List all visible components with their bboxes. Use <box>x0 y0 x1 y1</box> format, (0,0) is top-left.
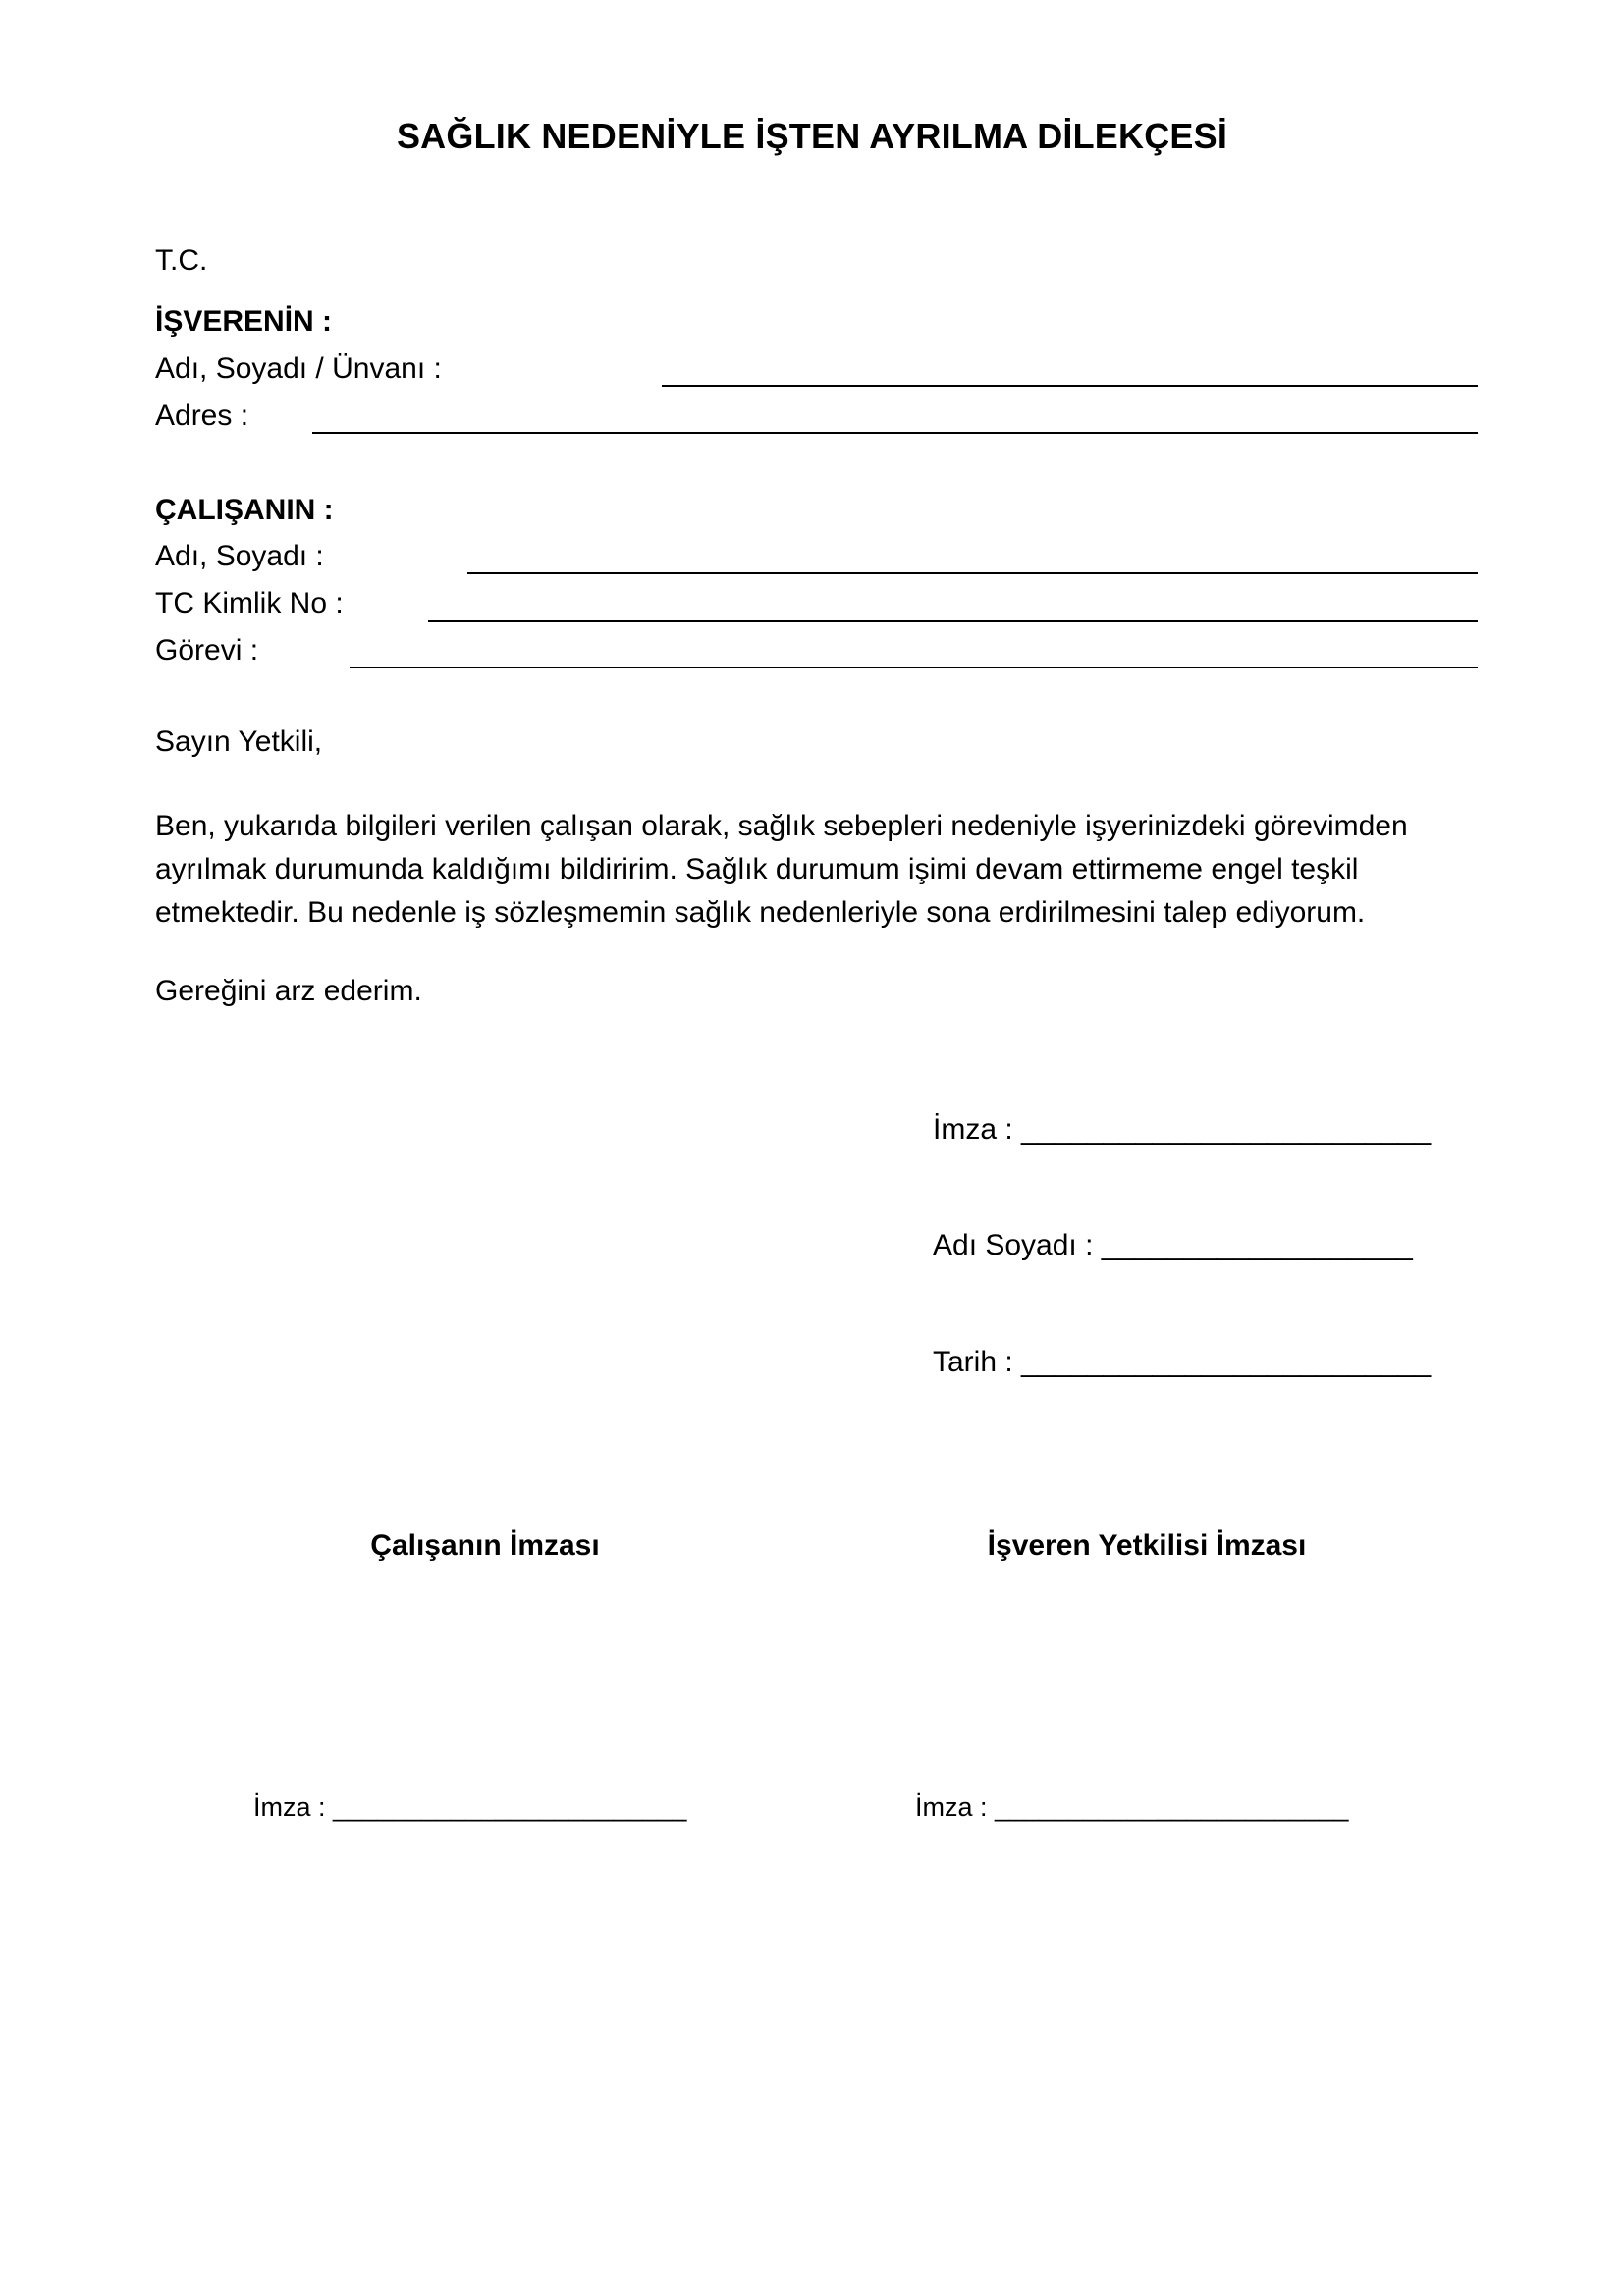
employee-heading: ÇALIŞANIN : <box>155 494 334 526</box>
employee-name-label: Adı, Soyadı : <box>155 540 324 572</box>
employer-address-label: Adres : <box>155 400 249 432</box>
document-title: SAĞLIK NEDENİYLE İŞTEN AYRILMA DİLEKÇESİ <box>396 116 1228 156</box>
body-paragraph: Ben, yukarıda bilgileri verilen çalışan olarak, sağlık sebepleri nedeniyle işyerinizdeki görevimden ayrılmak durumunda kaldığımı bildiririm. Sağlık durumum işimi devam ettirmeme engel teşkil etmektedir. Bu nedenle iş sözleşmemin sağlık nedenleriyle sona erdirilmesini talep ediyorum. <box>155 810 1408 929</box>
date-field[interactable]: Tarih : _________________________ <box>933 1346 1432 1378</box>
employee-position-label: Görevi : <box>155 634 259 667</box>
name-field[interactable]: Adı Soyadı : ___________________ <box>933 1229 1413 1261</box>
employer-name-line[interactable] <box>662 385 1478 387</box>
employer-address-line[interactable] <box>312 432 1478 434</box>
employee-tc-label: TC Kimlik No : <box>155 587 344 619</box>
employee-signature-field[interactable]: İmza : ________________________ <box>253 1792 687 1822</box>
employer-signature-heading: İşveren Yetkilisi İmzası <box>987 1529 1307 1562</box>
signature-field[interactable]: İmza : _________________________ <box>933 1113 1432 1146</box>
employee-position-line[interactable] <box>350 667 1478 668</box>
employee-name-line[interactable] <box>467 572 1478 574</box>
employee-tc-line[interactable] <box>428 620 1478 622</box>
employer-heading: İŞVERENİN : <box>155 305 333 338</box>
closing: Gereğini arz ederim. <box>155 975 422 1007</box>
employee-signature-heading: Çalışanın İmzası <box>370 1529 600 1562</box>
header-tc: T.C. <box>155 244 208 277</box>
salutation: Sayın Yetkili, <box>155 725 323 758</box>
employer-signature-field[interactable]: İmza : ________________________ <box>915 1792 1349 1822</box>
employer-name-label: Adı, Soyadı / Ünvanı : <box>155 352 442 385</box>
